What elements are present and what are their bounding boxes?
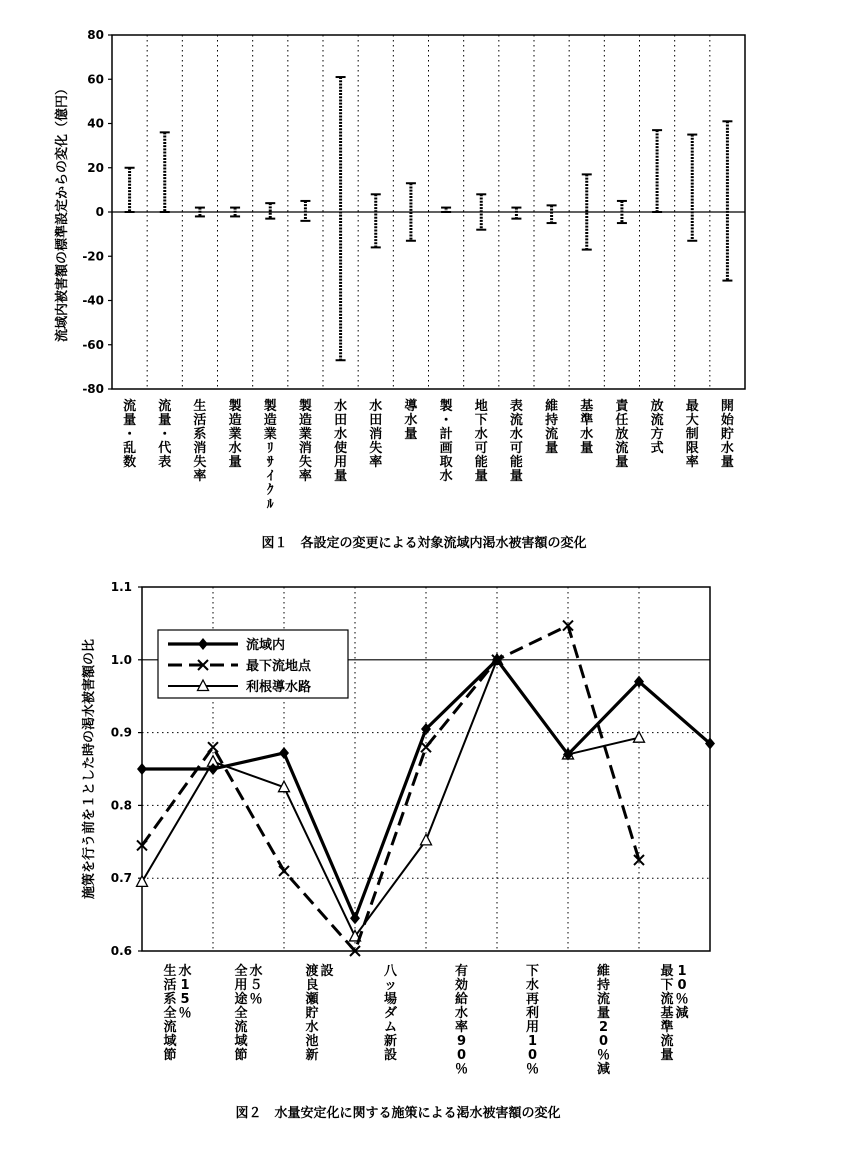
chart1-y-tick-label: 0 [95, 205, 104, 219]
chart2-y-tick-label: 0.6 [110, 944, 132, 958]
chart2-point-triangle [634, 732, 645, 743]
chart1-y-tick-label: 80 [87, 28, 104, 42]
chart2-x-tick-label: 1 0 ％減 [675, 964, 689, 1021]
chart1-y-tick-label: 40 [87, 116, 104, 131]
chart2-x-tick-label: 設 [320, 964, 334, 979]
chart1-x-tick-label: 製造業水量 [228, 399, 242, 470]
chart2-x-tick-label: 八ッ場ダム新設 [383, 964, 398, 1063]
chart1-range-bar [265, 203, 275, 218]
chart1-x-tick-label: 責任放流量 [615, 399, 629, 470]
chart1-y-tick-label: -80 [82, 382, 104, 396]
chart1-x-tick-label: 維持流量 [545, 399, 559, 456]
chart2-x-tick-label: 水 1 5 ％ [178, 964, 192, 1021]
chart1-y-tick-label: 60 [87, 72, 104, 87]
chart1-y-ticks [82, 28, 112, 396]
chart2-legend-label: 最下流地点 [246, 659, 312, 674]
chart1-range-bar [547, 205, 557, 223]
chart2-y-tick-label: 0.9 [110, 725, 132, 740]
chart1-x-tick-label: 流量・乱数 [123, 399, 137, 470]
chart1-range-bar [336, 77, 346, 360]
chart1-caption: 図１ 各設定の変更による対象流域内渇水被害額の変化 [261, 536, 587, 551]
chart1-x-labels [123, 398, 735, 512]
chart1-range-bar [160, 132, 170, 212]
chart1-x-tick-label: 最大制限率 [685, 399, 699, 470]
chart1-range-bar [511, 208, 521, 219]
chart2-y-tick-label: 1.1 [110, 580, 132, 594]
chart1-y-tick-label: 20 [87, 160, 104, 175]
chart2-series-line [142, 660, 639, 937]
chart2-x-tick-label: 最下流基準流量 [660, 964, 674, 1063]
chart1-x-tick-label: 表流水可能量 [509, 399, 523, 484]
chart2-point-x [421, 742, 431, 752]
chart1-range-bars [125, 77, 733, 360]
chart1-x-tick-label: 生活系消失率 [193, 399, 207, 484]
chart1-x-tick-label: 開始貯水量 [720, 399, 734, 470]
chart1-x-tick-label: 放流方式 [650, 399, 664, 456]
chart1-x-tick-label: 製造業消失率 [298, 399, 312, 484]
chart2-x-tick-label: 下水再利用 1 0 ％ [525, 964, 540, 1077]
chart2-y-tick-label: 0.7 [110, 871, 132, 886]
chart1-range-bar [300, 201, 310, 221]
chart1-x-tick-label: 地下水可能量 [474, 399, 488, 484]
chart1-range-bar [722, 121, 732, 280]
chart2-legend-label: 利根導水路 [246, 680, 312, 695]
chart1-x-tick-label: 水田水使用量 [334, 399, 348, 484]
chart2-x-tick-label: 渡良瀬貯水池新 [305, 964, 319, 1063]
chart2-x-labels [163, 963, 689, 1077]
chart1-x-tick-label: 導水量 [404, 399, 418, 442]
chart1-range-bar [441, 208, 451, 212]
chart2-x-tick-label: 水５％ [249, 964, 263, 1007]
chart1-y-axis-label: 流域内被害額の標準設定からの変化（億円） [55, 81, 70, 343]
chart2-x-tick-label: 全用途全流域節 [234, 964, 248, 1063]
chart1-y-tick-label: -60 [82, 337, 104, 352]
chart2-y-axis-label: 施策を行う前を１とした時の渇水被害額の比 [82, 638, 97, 900]
chart1-x-tick-label: 水田消失率 [369, 399, 383, 470]
chart1-range-bar [371, 194, 381, 247]
chart2-point-triangle [421, 834, 432, 845]
chart1-x-tick-label: 流量・代表 [158, 399, 172, 470]
chart2-legend [158, 630, 348, 698]
chart1-x-tick-label: 製造業ﾘｻｲｸﾙ [263, 399, 277, 512]
chart1-errorbar-chart [54, 28, 745, 551]
chart1-y-tick-label: -20 [82, 249, 104, 264]
chart1-range-bar [687, 135, 697, 241]
chart2-point-diamond [137, 763, 147, 775]
chart2-caption: 図２ 水量安定化に関する施策による渇水被害額の変化 [235, 1106, 561, 1121]
chart1-range-bar [652, 130, 662, 212]
chart2-x-tick-label: 維持流量 2 0 ％減 [596, 964, 611, 1077]
chart2-y-tick-label: 1.0 [110, 652, 132, 667]
chart1-range-bar [125, 168, 135, 212]
chart1-y-tick-label: -40 [82, 293, 104, 308]
chart1-x-tick-label: 基準水量 [580, 399, 594, 456]
chart2-x-tick-label: 有効給水率 9 0 ％ [454, 964, 469, 1077]
chart2-point-x [208, 742, 218, 752]
chart2-line-chart [81, 580, 715, 1121]
chart1-x-tick-label: 製・計画取水 [439, 399, 453, 484]
chart2-point-triangle [137, 876, 148, 887]
chart2-legend-label: 流域内 [246, 638, 286, 653]
chart2-x-tick-label: 生活系全流域節 [163, 964, 177, 1063]
chart2-y-tick-label: 0.8 [110, 798, 132, 813]
